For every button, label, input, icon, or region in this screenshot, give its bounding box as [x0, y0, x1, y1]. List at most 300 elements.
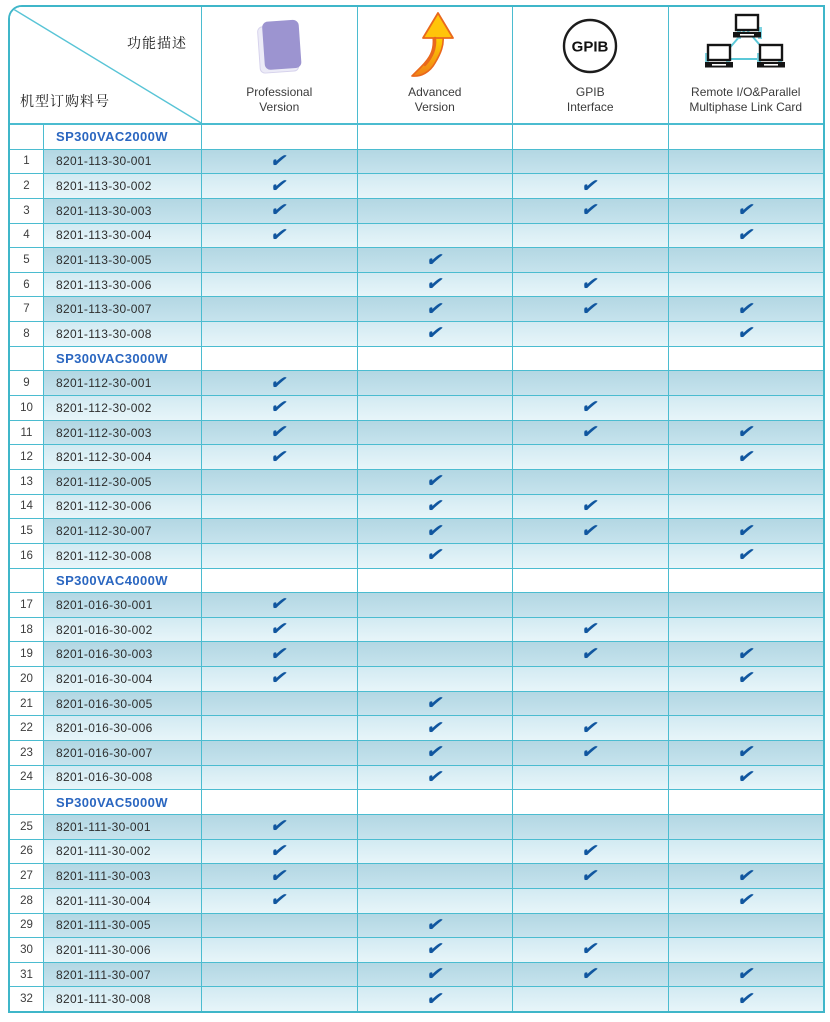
checkmark-icon: ✔ [734, 446, 757, 469]
check-cell-gpib [512, 470, 668, 494]
checkmark-icon: ✔ [423, 470, 446, 493]
icon-zone [358, 7, 513, 85]
check-cell-remote [668, 593, 824, 617]
row-number: 1 [10, 150, 43, 174]
check-cell-gpib [512, 347, 668, 371]
checkmark-icon: ✔ [579, 643, 602, 666]
row-number: 4 [10, 224, 43, 248]
checkmark-icon: ✔ [423, 544, 446, 567]
part-number: 8201-112-30-008 [43, 544, 201, 568]
column-label-line2: Version [414, 100, 455, 115]
part-row [10, 395, 823, 420]
part-row [10, 321, 823, 346]
check-cell-professional [201, 938, 357, 962]
row-number: 29 [10, 914, 43, 938]
checkmark-icon: ✔ [734, 889, 757, 912]
check-cell-advanced [357, 396, 513, 420]
checkmark-icon: ✔ [423, 273, 446, 296]
check-cell-remote [668, 766, 824, 790]
check-cell-advanced [357, 125, 513, 149]
row-number: 3 [10, 199, 43, 223]
checkmark-icon: ✔ [579, 421, 602, 444]
row-number: 25 [10, 815, 43, 839]
check-cell-professional [201, 667, 357, 691]
check-cell-gpib [512, 371, 668, 395]
laptop-glyph [733, 15, 762, 39]
check-cell-gpib [512, 618, 668, 642]
part-row [10, 198, 823, 223]
row-number: 22 [10, 716, 43, 740]
part-row [10, 617, 823, 642]
check-cell-gpib [512, 273, 668, 297]
check-cell-remote [668, 914, 824, 938]
part-number: 8201-016-30-007 [43, 741, 201, 765]
check-cell-professional [201, 174, 357, 198]
check-cell-advanced [357, 421, 513, 445]
row-number: 14 [10, 495, 43, 519]
column-header-professional [201, 7, 357, 123]
row-number-cell [10, 347, 43, 371]
check-cell-gpib [512, 987, 668, 1011]
check-cell-advanced [357, 840, 513, 864]
row-number: 11 [10, 421, 43, 445]
check-cell-professional [201, 248, 357, 272]
part-row [10, 962, 823, 987]
checkmark-icon: ✔ [423, 963, 446, 986]
check-cell-remote [668, 371, 824, 395]
check-cell-gpib [512, 495, 668, 519]
checkmark-icon: ✔ [268, 175, 291, 198]
check-cell-gpib [512, 248, 668, 272]
check-cell-gpib [512, 815, 668, 839]
part-number: 8201-112-30-001 [43, 371, 201, 395]
part-number: 8201-113-30-008 [43, 322, 201, 346]
part-row [10, 173, 823, 198]
checkmark-icon: ✔ [268, 150, 291, 173]
part-row [10, 543, 823, 568]
check-cell-gpib [512, 790, 668, 814]
check-cell-gpib [512, 125, 668, 149]
checkmark-icon: ✔ [734, 741, 757, 764]
part-number: 8201-111-30-003 [43, 864, 201, 888]
check-cell-remote [668, 544, 824, 568]
checkmark-icon: ✔ [734, 322, 757, 345]
check-cell-professional [201, 692, 357, 716]
check-cell-gpib [512, 519, 668, 543]
column-label [689, 85, 802, 123]
check-cell-gpib [512, 716, 668, 740]
part-number: 8201-112-30-002 [43, 396, 201, 420]
check-cell-advanced [357, 593, 513, 617]
icon-zone [202, 7, 357, 85]
part-row [10, 272, 823, 297]
checkmark-icon: ✔ [268, 667, 291, 690]
network-computers-icon [696, 13, 796, 79]
check-cell-advanced [357, 224, 513, 248]
row-number: 7 [10, 297, 43, 321]
check-cell-remote [668, 987, 824, 1011]
check-cell-professional [201, 544, 357, 568]
part-row [10, 666, 823, 691]
checkmark-icon: ✔ [579, 865, 602, 888]
check-cell-advanced [357, 445, 513, 469]
part-number: 8201-113-30-007 [43, 297, 201, 321]
row-number-cell [10, 569, 43, 593]
checkmark-icon: ✔ [579, 963, 602, 986]
check-cell-remote [668, 692, 824, 716]
row-number-cell [10, 790, 43, 814]
check-cell-advanced [357, 815, 513, 839]
checkmark-icon: ✔ [734, 766, 757, 789]
part-number: 8201-112-30-005 [43, 470, 201, 494]
checkmark-icon: ✔ [579, 717, 602, 740]
row-number: 16 [10, 544, 43, 568]
checkmark-icon: ✔ [579, 840, 602, 863]
check-cell-remote [668, 495, 824, 519]
check-cell-advanced [357, 716, 513, 740]
check-cell-remote [668, 470, 824, 494]
checkmark-icon: ✔ [579, 520, 602, 543]
checkmark-icon: ✔ [268, 618, 291, 641]
checkmark-icon: ✔ [734, 199, 757, 222]
check-cell-professional [201, 199, 357, 223]
check-cell-gpib [512, 642, 668, 666]
check-cell-remote [668, 174, 824, 198]
column-label-line1: Advanced [408, 84, 462, 99]
checkmark-icon: ✔ [268, 421, 291, 444]
checkmark-icon: ✔ [734, 520, 757, 543]
part-row [10, 223, 823, 248]
part-row [10, 913, 823, 938]
check-cell-professional [201, 322, 357, 346]
row-number: 30 [10, 938, 43, 962]
row-number: 2 [10, 174, 43, 198]
column-label [567, 85, 614, 123]
model-title: SP300VAC2000W [43, 125, 201, 149]
part-row [10, 691, 823, 716]
check-cell-advanced [357, 322, 513, 346]
check-cell-advanced [357, 150, 513, 174]
checkmark-icon: ✔ [423, 520, 446, 543]
row-number: 5 [10, 248, 43, 272]
check-cell-remote [668, 125, 824, 149]
check-cell-advanced [357, 297, 513, 321]
checkmark-icon: ✔ [579, 938, 602, 961]
row-number: 10 [10, 396, 43, 420]
table-header-row [10, 7, 823, 125]
check-cell-gpib [512, 741, 668, 765]
row-number: 23 [10, 741, 43, 765]
check-cell-gpib [512, 914, 668, 938]
model-group-header-row [10, 789, 823, 814]
check-cell-remote [668, 790, 824, 814]
check-cell-advanced [357, 864, 513, 888]
check-cell-professional [201, 914, 357, 938]
part-row [10, 518, 823, 543]
row-number: 6 [10, 273, 43, 297]
check-cell-remote [668, 248, 824, 272]
checkmark-icon: ✔ [734, 643, 757, 666]
model-group-header-row [10, 125, 823, 149]
row-number: 24 [10, 766, 43, 790]
check-cell-remote [668, 273, 824, 297]
checkmark-icon: ✔ [579, 175, 602, 198]
check-cell-professional [201, 963, 357, 987]
checkmark-icon: ✔ [734, 988, 757, 1011]
upgrade-arrow-icon [411, 11, 459, 81]
check-cell-gpib [512, 396, 668, 420]
checkmark-icon: ✔ [734, 963, 757, 986]
check-cell-advanced [357, 569, 513, 593]
part-row [10, 986, 823, 1011]
part-number: 8201-111-30-007 [43, 963, 201, 987]
check-cell-professional [201, 716, 357, 740]
laptop-glyph [757, 45, 785, 68]
part-row [10, 370, 823, 395]
check-cell-gpib [512, 297, 668, 321]
checkmark-icon: ✔ [734, 667, 757, 690]
part-number: 8201-113-30-002 [43, 174, 201, 198]
check-cell-remote [668, 716, 824, 740]
part-number: 8201-112-30-006 [43, 495, 201, 519]
check-cell-remote [668, 864, 824, 888]
check-cell-gpib [512, 963, 668, 987]
corner-header-cell [10, 7, 201, 123]
check-cell-remote [668, 421, 824, 445]
row-number-cell [10, 125, 43, 149]
check-cell-gpib [512, 445, 668, 469]
part-number: 8201-113-30-004 [43, 224, 201, 248]
check-cell-advanced [357, 741, 513, 765]
check-cell-professional [201, 150, 357, 174]
checkmark-icon: ✔ [579, 741, 602, 764]
check-cell-remote [668, 445, 824, 469]
check-cell-professional [201, 840, 357, 864]
part-number: 8201-113-30-003 [43, 199, 201, 223]
row-number: 28 [10, 889, 43, 913]
check-cell-advanced [357, 371, 513, 395]
checkmark-icon: ✔ [734, 421, 757, 444]
part-number: 8201-016-30-001 [43, 593, 201, 617]
part-row [10, 863, 823, 888]
check-cell-advanced [357, 889, 513, 913]
part-row [10, 888, 823, 913]
check-cell-advanced [357, 495, 513, 519]
row-number: 21 [10, 692, 43, 716]
check-cell-gpib [512, 569, 668, 593]
part-row [10, 420, 823, 445]
checkmark-icon: ✔ [579, 298, 602, 321]
checkmark-icon: ✔ [423, 741, 446, 764]
check-cell-advanced [357, 199, 513, 223]
check-cell-gpib [512, 593, 668, 617]
check-cell-remote [668, 642, 824, 666]
check-cell-gpib [512, 938, 668, 962]
check-cell-advanced [357, 470, 513, 494]
model-group-header-row [10, 568, 823, 593]
check-cell-remote [668, 938, 824, 962]
icon-zone [669, 7, 824, 85]
part-number: 8201-111-30-005 [43, 914, 201, 938]
check-cell-advanced [357, 642, 513, 666]
part-number: 8201-111-30-004 [43, 889, 201, 913]
check-cell-advanced [357, 667, 513, 691]
checkmark-icon: ✔ [734, 298, 757, 321]
checkmark-icon: ✔ [579, 618, 602, 641]
column-header-remote [668, 7, 824, 123]
check-cell-advanced [357, 248, 513, 272]
checkmark-icon: ✔ [268, 593, 291, 617]
gpib-icon-text: GPIB [571, 38, 609, 56]
column-label [246, 85, 312, 123]
check-cell-remote [668, 741, 824, 765]
check-cell-remote [668, 963, 824, 987]
check-cell-advanced [357, 914, 513, 938]
check-cell-gpib [512, 174, 668, 198]
part-row [10, 641, 823, 666]
check-cell-professional [201, 495, 357, 519]
check-cell-remote [668, 150, 824, 174]
check-cell-advanced [357, 766, 513, 790]
check-cell-professional [201, 766, 357, 790]
checkmark-icon: ✔ [423, 322, 446, 345]
part-row [10, 149, 823, 174]
checkmark-icon: ✔ [423, 298, 446, 321]
row-number: 13 [10, 470, 43, 494]
part-row [10, 469, 823, 494]
row-number: 9 [10, 371, 43, 395]
checkmark-icon: ✔ [268, 199, 291, 222]
check-cell-professional [201, 297, 357, 321]
check-cell-advanced [357, 692, 513, 716]
checkmark-icon: ✔ [268, 446, 291, 469]
check-cell-advanced [357, 544, 513, 568]
check-cell-professional [201, 569, 357, 593]
check-cell-professional [201, 790, 357, 814]
row-number: 8 [10, 322, 43, 346]
check-cell-gpib [512, 544, 668, 568]
part-row [10, 740, 823, 765]
part-number: 8201-016-30-008 [43, 766, 201, 790]
column-label-line1: Remote I/O&Parallel [691, 84, 801, 99]
check-cell-gpib [512, 421, 668, 445]
laptop-glyph [705, 45, 733, 68]
part-number: 8201-112-30-007 [43, 519, 201, 543]
row-number: 18 [10, 618, 43, 642]
checkmark-icon: ✔ [423, 988, 446, 1011]
row-number: 32 [10, 987, 43, 1011]
check-cell-professional [201, 273, 357, 297]
check-cell-professional [201, 987, 357, 1011]
checkmark-icon: ✔ [423, 495, 446, 518]
icon-zone [513, 7, 668, 85]
check-cell-gpib [512, 864, 668, 888]
part-row [10, 494, 823, 519]
check-cell-professional [201, 618, 357, 642]
column-label-line1: Professional [246, 84, 313, 99]
check-cell-professional [201, 642, 357, 666]
checkmark-icon: ✔ [734, 865, 757, 888]
checkmark-icon: ✔ [268, 865, 291, 888]
check-cell-professional [201, 815, 357, 839]
check-cell-remote [668, 840, 824, 864]
check-cell-professional [201, 421, 357, 445]
checkmark-icon: ✔ [268, 396, 291, 419]
part-number: 8201-111-30-006 [43, 938, 201, 962]
checkmark-icon: ✔ [423, 717, 446, 740]
part-number: 8201-016-30-006 [43, 716, 201, 740]
check-cell-remote [668, 322, 824, 346]
checkmark-icon: ✔ [268, 643, 291, 666]
part-number: 8201-112-30-003 [43, 421, 201, 445]
part-number: 8201-113-30-006 [43, 273, 201, 297]
check-cell-remote [668, 224, 824, 248]
check-cell-remote [668, 519, 824, 543]
row-number: 19 [10, 642, 43, 666]
checkmark-icon: ✔ [423, 248, 446, 272]
checkmark-icon: ✔ [423, 914, 446, 937]
column-label [408, 85, 461, 123]
column-label-line2: Version [259, 100, 300, 115]
part-number: 8201-113-30-001 [43, 150, 201, 174]
part-row [10, 765, 823, 790]
column-label-line2: Interface [566, 100, 614, 115]
column-label-line1: GPIB [575, 84, 605, 99]
check-cell-remote [668, 889, 824, 913]
part-number: 8201-016-30-002 [43, 618, 201, 642]
check-cell-gpib [512, 692, 668, 716]
checkmark-icon: ✔ [268, 889, 291, 912]
checkmark-icon: ✔ [268, 224, 291, 247]
check-cell-gpib [512, 889, 668, 913]
column-label-line2: Multiphase Link Card [689, 100, 803, 115]
checkmark-icon: ✔ [268, 372, 291, 395]
check-cell-professional [201, 593, 357, 617]
book-icon [252, 13, 306, 79]
model-title: SP300VAC3000W [43, 347, 201, 371]
part-row [10, 814, 823, 839]
check-cell-gpib [512, 224, 668, 248]
column-header-gpib [512, 7, 668, 123]
checkmark-icon: ✔ [423, 938, 446, 961]
row-number: 15 [10, 519, 43, 543]
check-cell-advanced [357, 987, 513, 1011]
part-number: 8201-112-30-004 [43, 445, 201, 469]
check-cell-advanced [357, 618, 513, 642]
part-number: 8201-113-30-005 [43, 248, 201, 272]
check-cell-gpib [512, 667, 668, 691]
column-header-advanced [357, 7, 513, 123]
check-cell-advanced [357, 963, 513, 987]
row-number: 12 [10, 445, 43, 469]
checkmark-icon: ✔ [423, 692, 446, 715]
part-number: 8201-016-30-005 [43, 692, 201, 716]
checkmark-icon: ✔ [579, 396, 602, 419]
check-cell-professional [201, 396, 357, 420]
check-cell-remote [668, 297, 824, 321]
part-number: 8201-111-30-001 [43, 815, 201, 839]
check-cell-professional [201, 519, 357, 543]
part-number: 8201-016-30-004 [43, 667, 201, 691]
row-number: 26 [10, 840, 43, 864]
check-cell-advanced [357, 519, 513, 543]
check-cell-gpib [512, 840, 668, 864]
check-cell-professional [201, 470, 357, 494]
check-cell-professional [201, 741, 357, 765]
check-cell-gpib [512, 766, 668, 790]
part-row [10, 592, 823, 617]
part-row [10, 444, 823, 469]
